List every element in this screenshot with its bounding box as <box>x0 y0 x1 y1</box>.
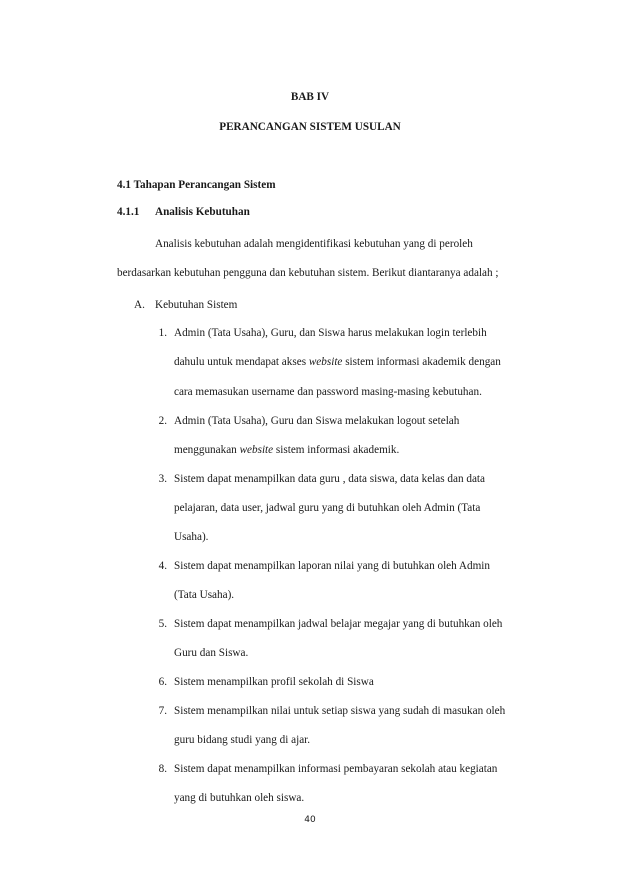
item-line: cara memasukan username dan password masing-masing kebutuhan. <box>174 386 482 398</box>
item-line: Sistem menampilkan profil sekolah di Siswa <box>174 676 374 688</box>
item-number: 5. <box>158 618 167 630</box>
item-number: 3. <box>158 473 167 485</box>
item-number: 8. <box>158 763 167 775</box>
intro-line-1: Analisis kebutuhan adalah mengidentifikasi kebutuhan yang di peroleh <box>155 238 473 250</box>
page-number: 40 <box>304 815 316 825</box>
item-line: Sistem dapat menampilkan jadwal belajar megajar yang di butuhkan oleh <box>174 618 503 630</box>
item-line: yang di butuhkan oleh siswa. <box>174 792 305 804</box>
item-line: (Tata Usaha). <box>174 589 235 601</box>
subsection-number: 4.1.1 <box>117 206 140 218</box>
item-number: 1. <box>158 327 167 339</box>
item-number: 2. <box>158 415 167 427</box>
item-line: guru bidang studi yang di ajar. <box>174 734 311 746</box>
item-line: Sistem dapat menampilkan informasi pembayaran sekolah atau kegiatan <box>174 763 498 775</box>
list-heading-text: Kebutuhan Sistem <box>155 299 238 311</box>
item-line: Sistem dapat menampilkan laporan nilai yang di butuhkan oleh Admin <box>174 560 490 572</box>
item-line: Guru dan Siswa. <box>174 647 249 659</box>
item-line: menggunakan website sistem informasi akademik. <box>174 444 400 456</box>
subsection-title: Analisis Kebutuhan <box>155 206 250 218</box>
chapter-title: PERANCANGAN SISTEM USULAN <box>219 121 401 133</box>
item-line: Admin (Tata Usaha), Guru dan Siswa melakukan logout setelah <box>174 415 460 427</box>
intro-line-2: berdasarkan kebutuhan pengguna dan kebutuhan sistem. Berikut diantaranya adalah ; <box>117 267 499 279</box>
item-line: Admin (Tata Usaha), Guru, dan Siswa harus melakukan login terlebih <box>174 327 487 339</box>
item-line: Sistem menampilkan nilai untuk setiap siswa yang sudah di masukan oleh <box>174 705 506 717</box>
section-heading: 4.1 Tahapan Perancangan Sistem <box>117 179 276 191</box>
item-line: pelajaran, data user, jadwal guru yang di butuhkan oleh Admin (Tata <box>174 502 481 514</box>
list-heading-letter: A. <box>134 299 145 311</box>
item-number: 6. <box>158 676 167 688</box>
item-number: 7. <box>158 705 167 717</box>
item-line: Sistem dapat menampilkan data guru , data siswa, data kelas dan data <box>174 473 485 485</box>
item-line: dahulu untuk mendapat akses website sistem informasi akademik dengan <box>174 356 501 368</box>
chapter-heading: BAB IV <box>290 91 330 103</box>
item-number: 4. <box>158 560 167 572</box>
item-line: Usaha). <box>174 531 209 543</box>
